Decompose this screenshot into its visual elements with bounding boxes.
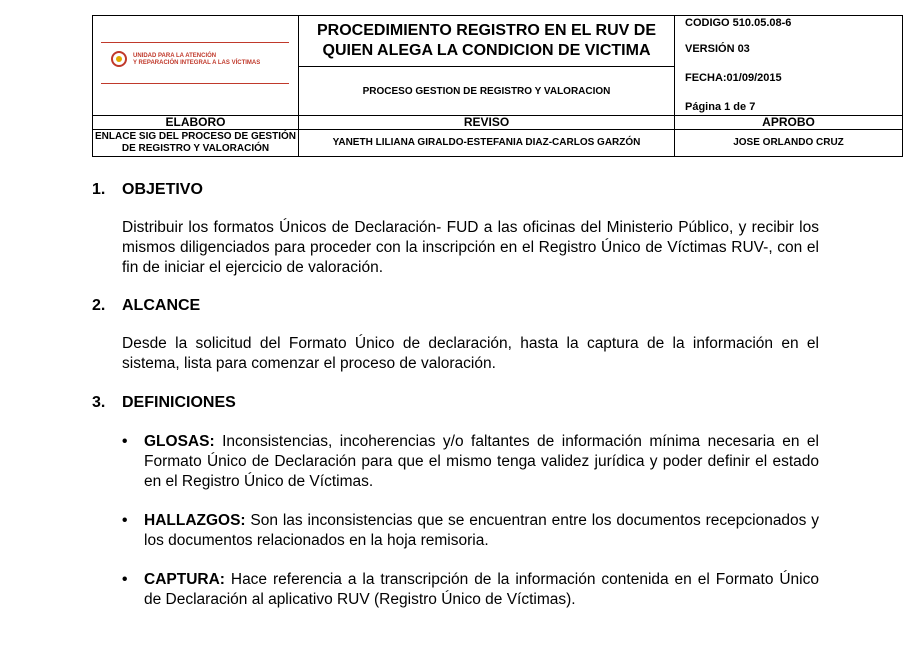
document-meta <box>675 16 903 116</box>
reviso-value: YANETH LILIANA GIRALDO-ESTEFANIA DIAZ-CARLOS GARZÓN <box>299 130 675 157</box>
definition-term: HALLAZGOS: <box>144 512 246 529</box>
section-number: 1. <box>92 181 106 198</box>
document-date: FECHA:01/09/2015 <box>685 72 782 84</box>
list-item <box>122 570 819 610</box>
process-name: PROCESO GESTION DE REGISTRO Y VALORACION <box>299 67 675 116</box>
section-number: 2. <box>92 297 106 314</box>
bullet-icon: • <box>122 433 128 450</box>
list-item <box>122 432 819 492</box>
elaboro-value: ENLACE SIG DEL PROCESO DE GESTIÓN DE REGISTRO Y VALORACIÓN <box>93 130 299 157</box>
logo-text-line2: Y REPARACIÓN INTEGRAL A LAS VÍCTIMAS <box>133 60 261 66</box>
elaboro-label: ELABORO <box>93 116 299 130</box>
section-heading-objetivo <box>92 180 203 200</box>
logo-text-line1: UNIDAD PARA LA ATENCIÓN <box>133 53 217 59</box>
objetivo-paragraph: Distribuir los formatos Únicos de Declaración- FUD a las oficinas del Ministerio Público, y recibir los mismos diligenciados para proceder con la inscripción en el Registro Único de Víctimas RUV-, con el fin de iniciar el ejercicio de valoración. <box>122 219 819 276</box>
definition-term: GLOSAS: <box>144 433 215 450</box>
definition-term: CAPTURA: <box>144 571 225 588</box>
page-number: Página 1 de 7 <box>685 101 756 113</box>
section-heading-alcance <box>92 296 200 316</box>
section-title: ALCANCE <box>122 297 201 314</box>
organization-logo <box>101 42 289 84</box>
section-title: OBJETIVO <box>122 181 203 198</box>
logo-cell <box>93 16 299 116</box>
coat-of-arms-icon <box>111 51 127 67</box>
bullet-icon: • <box>122 512 128 529</box>
document-header-table <box>92 15 903 157</box>
list-item <box>122 511 819 551</box>
document-code: CODIGO 510.05.08-6 <box>685 17 792 29</box>
document-version: VERSIÓN 03 <box>685 43 750 55</box>
reviso-label: REVISO <box>299 116 675 130</box>
section-title: DEFINICIONES <box>122 394 236 411</box>
aprobo-label: APROBO <box>675 116 903 130</box>
section-number: 3. <box>92 394 106 411</box>
document-title: PROCEDIMIENTO REGISTRO EN EL RUV DE QUIEN ALEGA LA CONDICION DE VICTIMA <box>299 16 675 67</box>
definition-text: Hace referencia a la transcripción de la información contenida en el Formato Único de Declaración al aplicativo RUV (Registro Único de Víctimas). <box>144 571 819 608</box>
section-heading-definiciones <box>92 393 236 413</box>
aprobo-value: JOSE ORLANDO CRUZ <box>675 130 903 157</box>
alcance-paragraph: Desde la solicitud del Formato Único de declaración, hasta la captura de la información en el sistema, lista para comenzar el proceso de valoración. <box>122 335 819 372</box>
definition-text: Son las inconsistencias que se encuentran entre los documentos recepcionados y los documentos relacionados en la hoja remisoria. <box>144 512 819 549</box>
definition-text: Inconsistencias, incoherencias y/o faltantes de información mínima necesaria en el Formato Único de Declaración para que el mismo tenga validez jurídica y poder definir el estado en el Registro Único de Víctimas. <box>144 433 819 490</box>
bullet-icon: • <box>122 571 128 588</box>
